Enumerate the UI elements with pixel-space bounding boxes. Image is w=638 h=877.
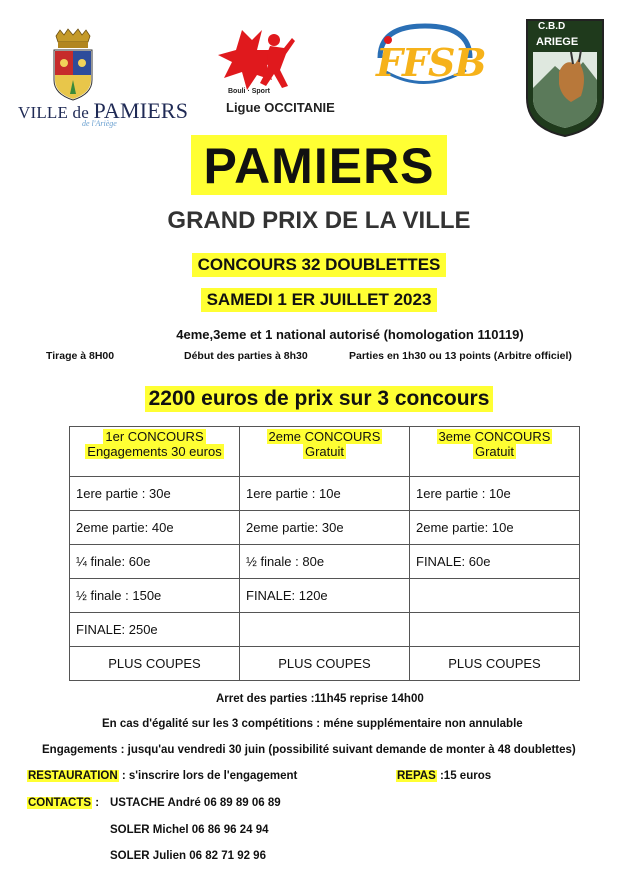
cbd-logo-sub-text: ARIEGE [536, 36, 579, 48]
repas-label: REPAS [397, 770, 436, 782]
header-concours-2-sub: Gratuit [304, 444, 344, 459]
table-cell: 2eme partie: 30e [240, 511, 410, 545]
table-cell: ½ finale : 150e [70, 579, 240, 613]
pamiers-label-small: VILLE de [18, 103, 89, 122]
header-concours-1-title: 1er CONCOURS [105, 429, 204, 444]
prize-line-wrapper [0, 386, 638, 412]
contact-person: SOLER Julien 06 82 71 92 96 [110, 850, 266, 862]
restauration-label: RESTAURATION [28, 770, 118, 782]
event-date: SAMEDI 1 ER JUILLET 2023 [201, 288, 438, 312]
prize-table [69, 426, 580, 681]
contacts-line [27, 797, 99, 809]
occitanie-label: Ligue OCCITANIE [226, 100, 335, 115]
table-row [70, 579, 580, 613]
contact-person: USTACHE André 06 89 89 06 89 [110, 797, 281, 809]
subtitle: GRAND PRIX DE LA VILLE [167, 207, 471, 234]
prize-line: 2200 euros de prix sur 3 concours [145, 386, 494, 412]
contacts-sep: : [92, 797, 100, 809]
repas-line [396, 770, 491, 782]
pamiers-logo-subtitle: de l'Ariège [82, 119, 117, 128]
contact-person: SOLER Michel 06 86 96 24 94 [110, 824, 269, 836]
table-cell: 2eme partie: 40e [70, 511, 240, 545]
table-cell: 1ere partie : 10e [240, 477, 410, 511]
table-cell: FINALE: 60e [410, 545, 580, 579]
table-row [70, 545, 580, 579]
table-cell: 1ere partie : 30e [70, 477, 240, 511]
table-row [70, 477, 580, 511]
occitanie-small-text: Bouli · Sport [228, 88, 270, 95]
table-cell [410, 613, 580, 647]
egalite-line: En cas d'égalité sur les 3 compétitions : méne supplémentaire non annulable [102, 718, 523, 730]
table-row [70, 613, 580, 647]
restauration-line [27, 770, 297, 782]
table-cell: FINALE: 120e [240, 579, 410, 613]
concours-type-wrapper [0, 253, 638, 277]
header-concours-2-title: 2eme CONCOURS [268, 429, 381, 444]
info-parties: Parties en 1h30 ou 13 points (Arbitre officiel) [349, 350, 572, 362]
header-concours-3 [410, 427, 580, 477]
table-cell: 2eme partie: 10e [410, 511, 580, 545]
arret-line: Arret des parties :11h45 reprise 14h00 [216, 693, 424, 705]
repas-text: :15 euros [436, 770, 492, 782]
coupes-cell: PLUS COUPES [410, 647, 580, 681]
restauration-text: : s'inscrire lors de l'engagement [118, 770, 298, 782]
info-debut: Début des parties à 8h30 [184, 350, 308, 362]
cbd-logo-top-text: C.B.D [538, 21, 566, 32]
contacts-label: CONTACTS [28, 797, 92, 809]
table-header-row [70, 427, 580, 477]
main-title-wrapper [0, 135, 638, 195]
table-cell [410, 579, 580, 613]
header-concours-1 [70, 427, 240, 477]
header-concours-1-sub: Engagements 30 euros [87, 444, 222, 459]
concours-type: CONCOURS 32 DOUBLETTES [192, 253, 447, 277]
header-concours-3-sub: Gratuit [474, 444, 514, 459]
header-concours-3-title: 3eme CONCOURS [438, 429, 551, 444]
table-cell: 1ere partie : 10e [410, 477, 580, 511]
info-tirage: Tirage à 8H00 [46, 350, 115, 362]
authorization-line: 4eme,3eme et 1 national autorisé (homologation 110119) [176, 327, 524, 342]
header-concours-2 [240, 427, 410, 477]
table-row [70, 511, 580, 545]
table-cell: FINALE: 250e [70, 613, 240, 647]
coupes-cell: PLUS COUPES [70, 647, 240, 681]
event-date-wrapper [0, 288, 638, 312]
main-title: PAMIERS [191, 135, 446, 195]
table-cell: ½ finale : 80e [240, 545, 410, 579]
table-cell: ¼ finale: 60e [70, 545, 240, 579]
table-cell [240, 613, 410, 647]
ffsb-logo-text: FFSB [376, 40, 486, 85]
coupes-cell: PLUS COUPES [240, 647, 410, 681]
engagements-line: Engagements : jusqu'au vendredi 30 juin (possibilité suivant demande de monter à 48 doublettes) [42, 744, 576, 756]
table-row-coupes [70, 647, 580, 681]
pamiers-label-big: PAMIERS [93, 98, 189, 123]
